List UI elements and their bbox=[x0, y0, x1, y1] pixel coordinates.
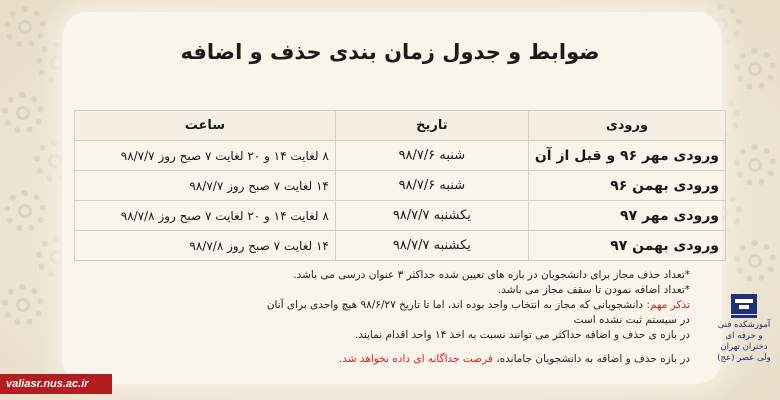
cell-date: یکشنبه ۹۸/۷/۷ bbox=[335, 201, 528, 231]
cell-time: ۸ لغایت ۱۴ و ۲۰ لغایت ۷ صبح روز ۹۸/۷/۸ bbox=[75, 201, 336, 231]
cell-date: شنبه ۹۸/۷/۶ bbox=[335, 171, 528, 201]
header-time: ساعت bbox=[75, 111, 336, 141]
table-row bbox=[75, 201, 726, 231]
gear-icon bbox=[734, 240, 776, 282]
important-label: تذکر مهم: bbox=[646, 299, 690, 311]
gear-icon bbox=[2, 284, 44, 326]
note-no-extra-chance bbox=[255, 352, 690, 367]
table-row bbox=[75, 171, 726, 201]
gear-icon bbox=[4, 190, 46, 232]
note-delete-limit: *تعداد حذف مجاز برای دانشجویان در بازه های تعیین شده حداکثر ۳ عنوان درسی می باشد. bbox=[293, 269, 690, 281]
important-text: دانشجویانی که مجاز به انتخاب واحد بوده اند، اما تا تاریخ ۹۸/۶/۲۷ هیچ واحدی برای آنان در سیستم ثبت نشده است bbox=[266, 299, 690, 326]
gear-icon bbox=[734, 144, 776, 186]
note-add-limit: *تعداد اضافه نمودن تا سقف مجاز می باشد. bbox=[497, 284, 690, 296]
cell-entry: ورودی بهمن ۹۷ bbox=[528, 231, 725, 261]
schedule-table bbox=[74, 110, 726, 261]
header-date: تاریخ bbox=[335, 111, 528, 141]
no-extra-chance-warning: فرصت جداگانه ای داده نخواهد شد. bbox=[338, 353, 493, 365]
cell-date: شنبه ۹۸/۷/۶ bbox=[335, 141, 528, 171]
page-title: ضوابط و جدول زمان بندی حذف و اضافه bbox=[180, 40, 600, 64]
table-row bbox=[75, 231, 726, 261]
note-important bbox=[255, 298, 690, 328]
institute-logo bbox=[716, 290, 772, 376]
gear-icon bbox=[2, 92, 44, 134]
institute-name: آموزشکده فنی و حرفه ای دختران تهران ولی عصر (عج) bbox=[717, 320, 771, 363]
no-extra-chance-text: در بازه حذف و اضافه به دانشجویان جامانده، bbox=[492, 353, 690, 365]
cell-time: ۱۴ لغایت ۷ صبح روز ۹۸/۷/۷ bbox=[75, 171, 336, 201]
notes-block bbox=[255, 268, 690, 367]
note-unit-limit: در بازه ی حذف و اضافه حداکثر می توانند نسبت به اخذ ۱۴ واحد اقدام نمایند. bbox=[354, 329, 690, 341]
cell-entry: ورودی مهر ۹۶ و قبل از آن bbox=[528, 141, 725, 171]
cell-entry: ورودی مهر ۹۷ bbox=[528, 201, 725, 231]
cell-time: ۸ لغایت ۱۴ و ۲۰ لغایت ۷ صبح روز ۹۸/۷/۷ bbox=[75, 141, 336, 171]
institute-emblem-icon bbox=[729, 290, 759, 320]
cell-entry: ورودی بهمن ۹۶ bbox=[528, 171, 725, 201]
cell-date: یکشنبه ۹۸/۷/۷ bbox=[335, 231, 528, 261]
cell-time: ۱۴ لغایت ۷ صبح روز ۹۸/۷/۸ bbox=[75, 231, 336, 261]
table-header-row bbox=[75, 111, 726, 141]
table-row bbox=[75, 141, 726, 171]
header-entry: ورودی bbox=[528, 111, 725, 141]
website-link[interactable]: valiasr.nus.ac.ir bbox=[0, 374, 112, 394]
